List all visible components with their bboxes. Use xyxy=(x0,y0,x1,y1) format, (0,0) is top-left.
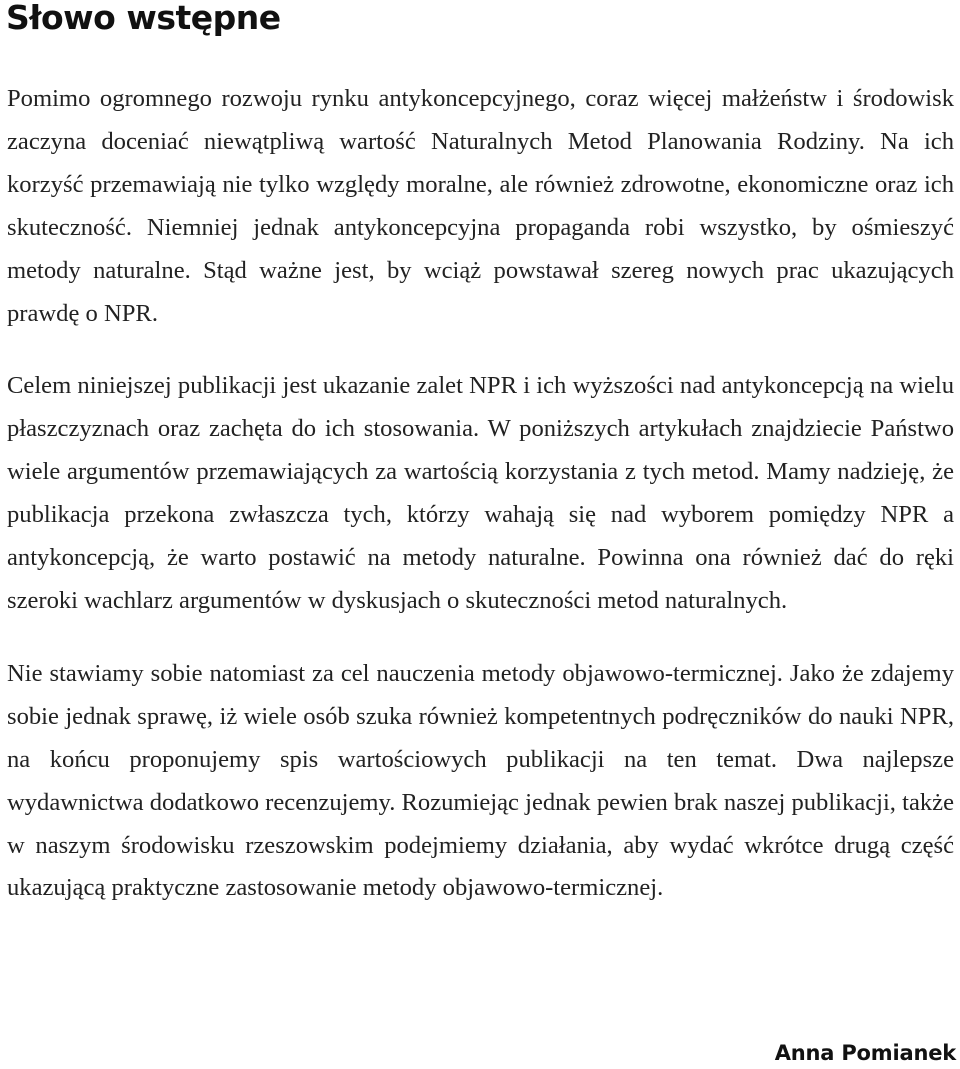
page-title: Słowo wstępne xyxy=(6,0,281,37)
body-text xyxy=(7,78,954,910)
paragraph-3: Nie stawiamy sobie natomiast za cel nauczenia metody objawowo-termicznej. Jako że zdajemy sobie jednak sprawę, iż wiele osób szuka również kompetentnych podręczników do nauki NPR, na końcu proponujemy spis wartościowych publikacji na ten temat. Dwa najlepsze wydawnictwa dodatkowo recenzujemy. Rozumiejąc jednak pewien brak naszej publikacji, także w naszym środowisku rzeszowskim podejmiemy działania, aby wydać wkrótce drugą część ukazującą praktyczne zastosowanie metody objawowo-termicznej. xyxy=(7,659,954,902)
paragraph-1: Pomimo ogromnego rozwoju rynku antykoncepcyjnego, coraz więcej małżeństw i środowisk zaczyna doceniać niewątpliwą wartość Naturalnych Metod Planowania Rodziny. Na ich korzyść przemawiają nie tylko względy moralne, ale również zdrowotne, ekonomiczne oraz ich skuteczność. Niemniej jednak antykoncepcyjna propaganda robi wszystko, by ośmieszyć metody naturalne. Stąd ważne jest, by wciąż powstawał szereg nowych prac ukazujących prawdę o NPR. xyxy=(7,85,954,327)
author-signature: Anna Pomianek xyxy=(774,1041,956,1065)
paragraph-2: Celem niniejszej publikacji jest ukazanie zalet NPR i ich wyższości nad antykoncepcją na wielu płaszczyznach oraz zachęta do ich stosowania. W poniższych artykułach znajdziecie Państwo wiele argumentów przemawiających za wartością korzystania z tych metod. Mamy nadzieję, że publikacja przekona zwłaszcza tych, którzy wahają się nad wyborem pomiędzy NPR a antykoncepcją, że warto postawić na metody naturalne. Powinna ona również dać do ręki szeroki wachlarz argumentów w dyskusjach o skuteczności metod naturalnych. xyxy=(7,372,954,614)
